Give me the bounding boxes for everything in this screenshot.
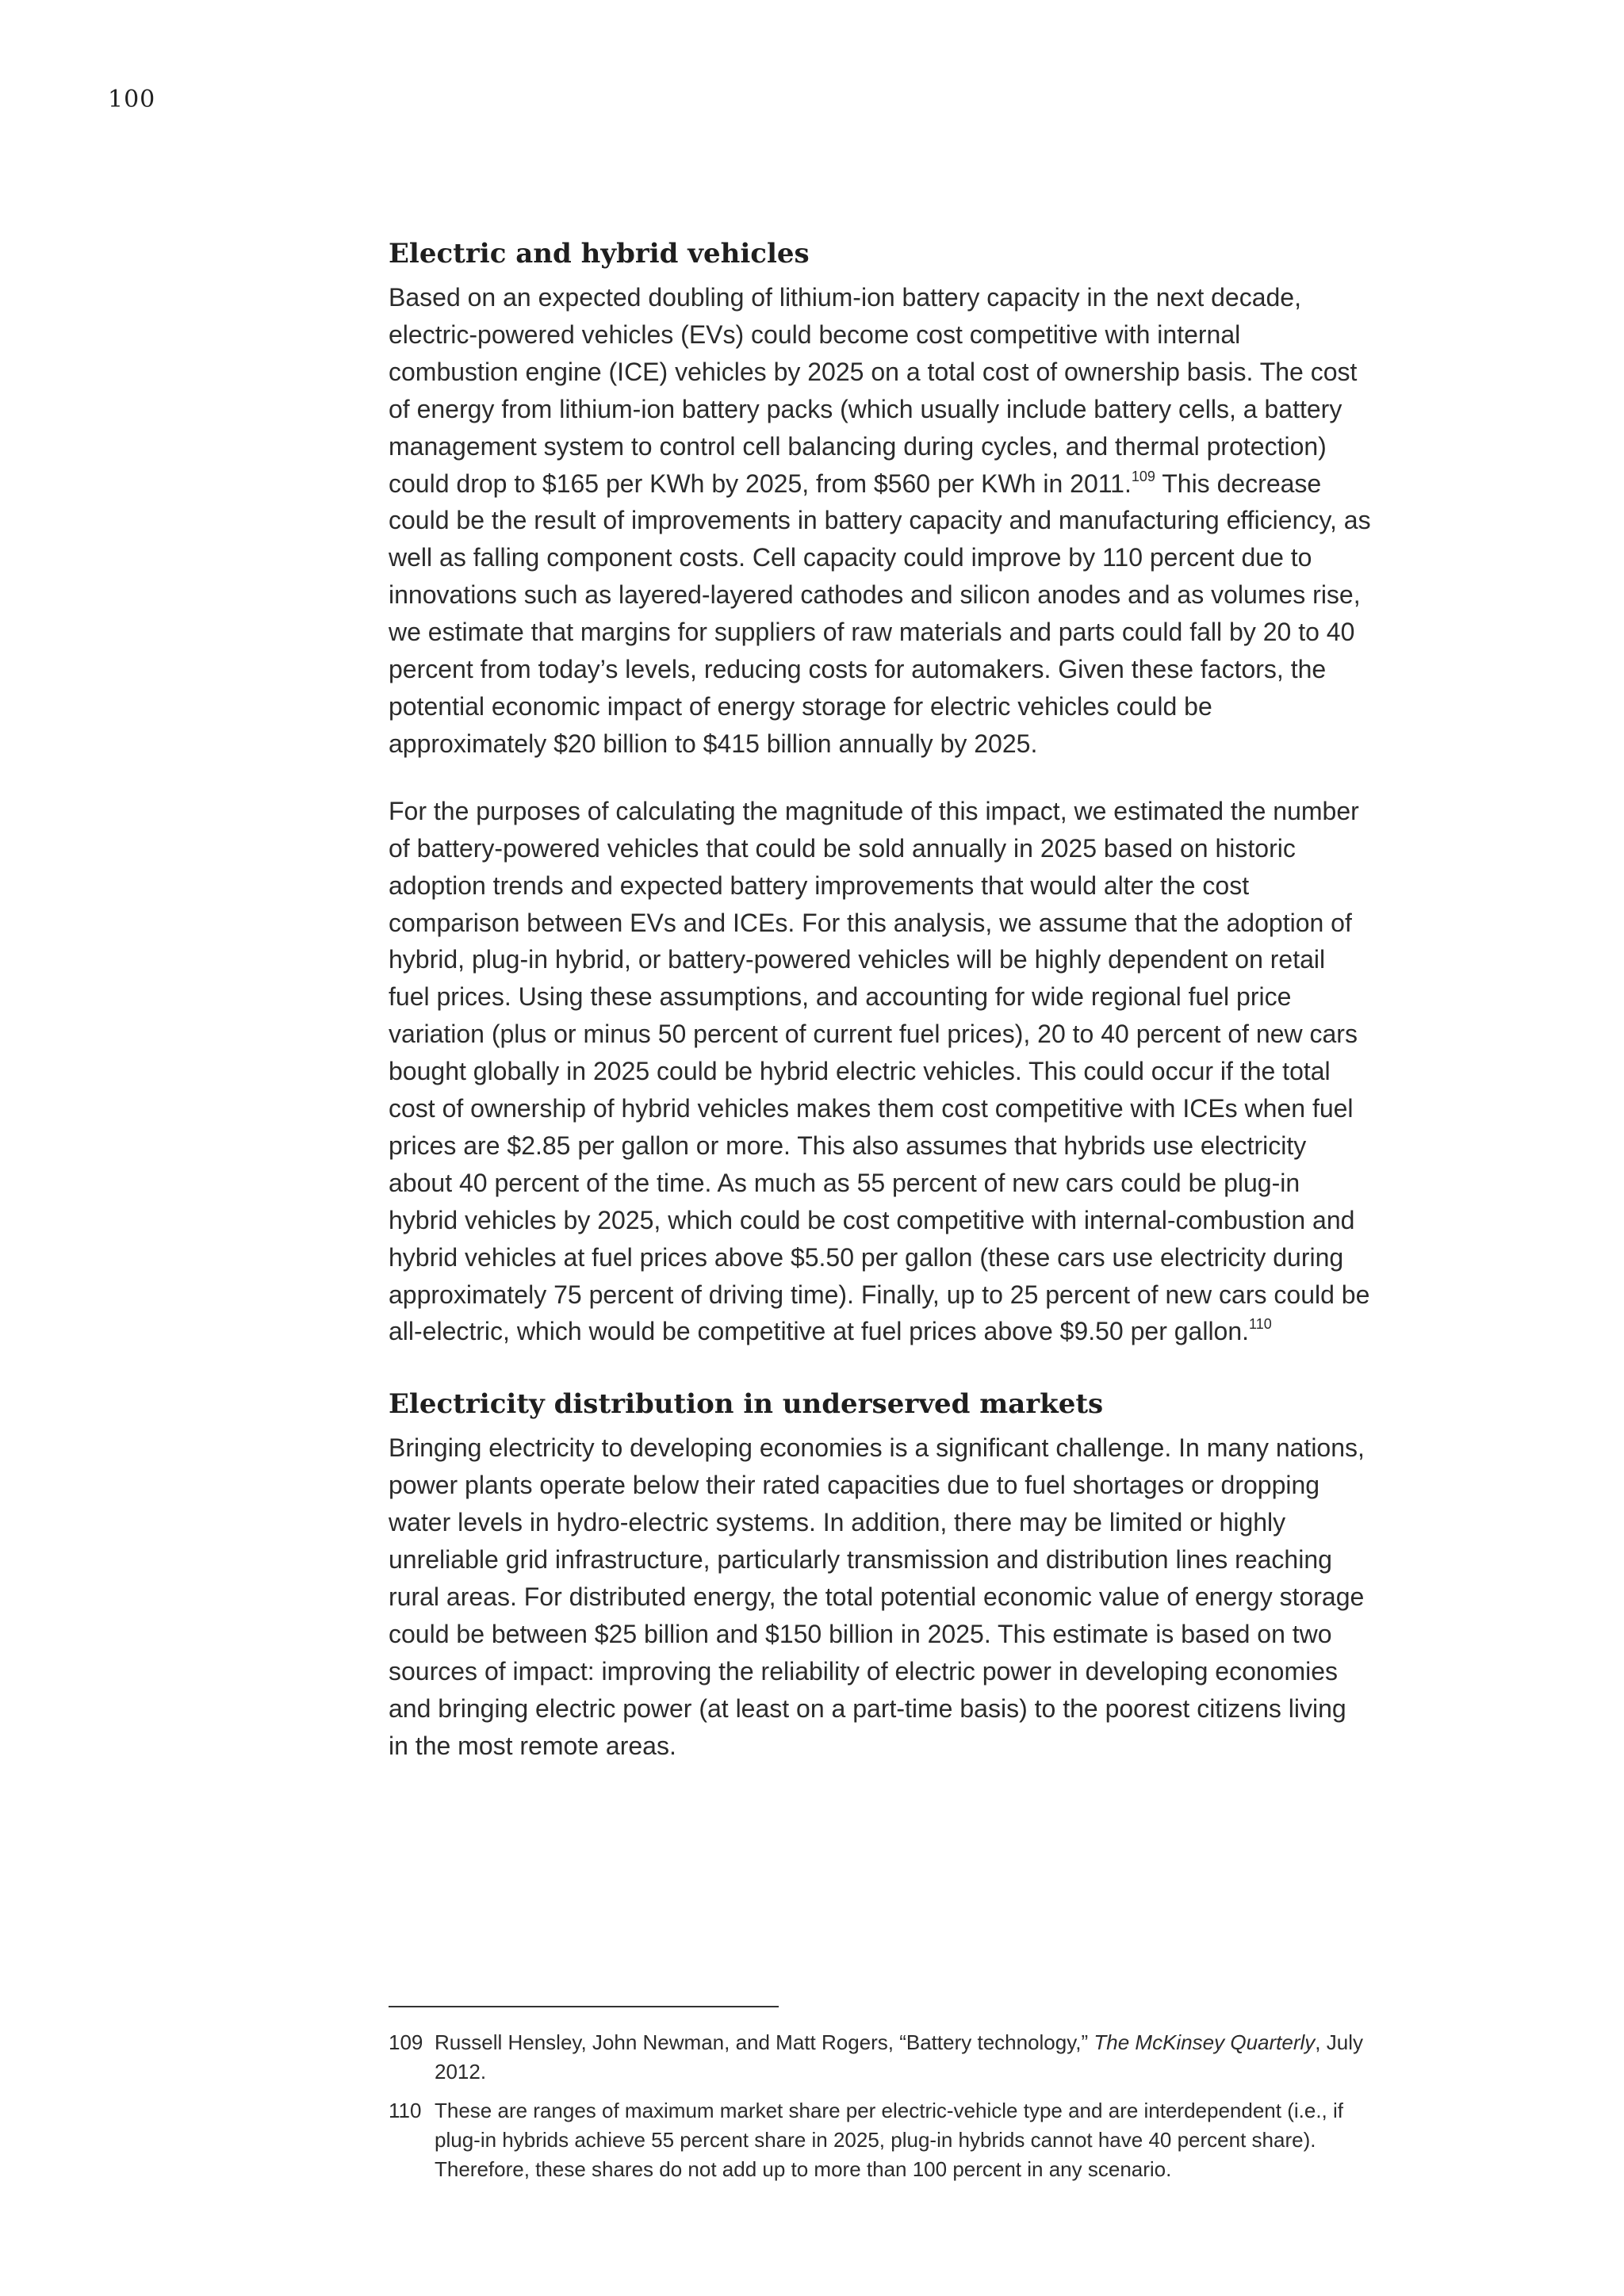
footnote-item <box>389 2028 1372 2087</box>
body-paragraph <box>389 1429 1372 1764</box>
footnote-number: 109 <box>389 2030 423 2054</box>
section-heading: Electricity distribution in underserved markets <box>389 1388 1104 1421</box>
paragraph-text: For the purposes of calculating the magnitude of this impact, we estimated the number of battery-powered vehicles that could be sold annually in 2025 based on historic adoption trends and expected battery improvements that would alter the cost comparison between EVs and ICEs. For this analysis, we assume that the adoption of hybrid, plug-in hybrid, or battery-powered vehicles will be highly dependent on retail fuel prices. Using these assumptions, and accounting for wide regional fuel price variation (plus or minus 50 percent of current fuel prices), 20 to 40 percent of new cars bought globally in 2025 could be hybrid electric vehicles. This could occur if the total cost of ownership of hybrid vehicles makes them cost competitive with ICEs when fuel prices are $2.85 per gallon or more. This also assumes that hybrids use electricity about 40 percent of the time. As much as 55 percent of new cars could be plug-in hybrid vehicles by 2025, which could be cost competitive with internal-combustion and hybrid vehicles at fuel prices above $5.50 per gallon (these cars use electricity during approximately 75 percent of driving time). Finally, up to 25 percent of new cars could be all-electric, which would be competitive at fuel prices above $9.50 per gallon. <box>389 796 1370 1346</box>
paragraph-text: This decrease could be the result of improvements in battery capacity and manufacturing efficiency, as well as falling component costs. Cell capacity could improve by 110 percent due to innovations such as layered-layered cathodes and silicon anodes and as volumes rise, we estimate that margins for suppliers of raw materials and parts could fall by 20 to 40 percent from today’s levels, reducing costs for automakers. Given these factors, the potential economic impact of energy storage for electric vehicles could be approximately $20 billion to $415 billion annually by 2025. <box>389 469 1371 758</box>
footnote-text-part: Russell Hensley, John Newman, and Matt Rogers, “Battery technology,” <box>435 2030 1094 2054</box>
footnote-number: 110 <box>389 2099 422 2122</box>
footnotes <box>389 2028 1372 2194</box>
footnote-divider <box>389 2006 779 2007</box>
section-electricity-distribution <box>389 1385 1372 1764</box>
footnote-text-part: , July 2012. <box>435 2030 1363 2084</box>
footnote-text <box>435 2096 1372 2184</box>
section-electric-hybrid-vehicles <box>389 235 1372 1350</box>
page-number: 100 <box>108 86 156 113</box>
footnote-ref[interactable]: 110 <box>1249 1316 1272 1333</box>
footnote-item <box>389 2096 1372 2184</box>
footnote-text <box>435 2028 1372 2087</box>
paragraph-text: Bringing electricity to developing economies is a significant challenge. In many nations, power plants operate below their rated capacities due to fuel shortages or dropping water levels in hydro-electric systems. In addition, there may be limited or highly unreliable grid infrastructure, particularly transmission and distribution lines reaching rural areas. For distributed energy, the total potential economic value of energy storage could be between $25 billion and $150 billion in 2025. This estimate is based on two sources of impact: improving the reliability of electric power in developing economies and bringing electric power (at least on a part-time basis) to the poorest citizens living in the most remote areas. <box>389 1433 1365 1760</box>
body-paragraph <box>389 279 1372 763</box>
section-heading: Electric and hybrid vehicles <box>389 238 810 270</box>
body-paragraph <box>389 793 1372 1351</box>
main-column <box>389 235 1372 1765</box>
footnote-ref[interactable]: 109 <box>1131 468 1155 484</box>
footnote-text-part: These are ranges of maximum market share per electric-vehicle type and are interdependent (i.e., if plug-in hybrids achieve 55 percent share in 2025, plug-in hybrids cannot have 40 percent share). Therefore, these shares do not add up to more than 100 percent in any scenario. <box>435 2099 1343 2181</box>
paragraph-text: Based on an expected doubling of lithium-ion battery capacity in the next decade, electric-powered vehicles (EVs) could become cost competitive with internal combustion engine (ICE) vehicles by 2025 on a total cost of ownership basis. The cost of energy from lithium-ion battery packs (which usually include battery cells, a battery management system to control cell balancing during cycles, and thermal protection) could drop to $165 per KWh by 2025, from $560 per KWh in 2011. <box>389 283 1358 498</box>
footnote-publication: The McKinsey Quarterly <box>1094 2030 1316 2054</box>
